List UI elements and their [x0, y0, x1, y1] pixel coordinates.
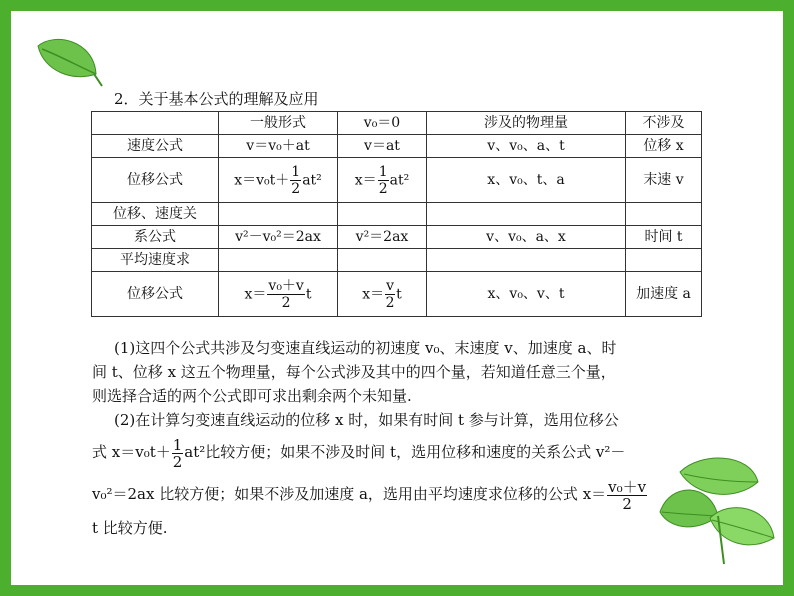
table-cell: v＝v₀＋at [219, 135, 338, 158]
fraction-denominator: 2 [172, 452, 183, 471]
formula-text: x＝ [362, 286, 385, 302]
table-header-row [92, 112, 702, 135]
row-label: 位移公式 [92, 272, 219, 317]
paragraph-1 [92, 336, 616, 408]
table-cell: x、v₀、v、t [427, 272, 626, 317]
table-cell [219, 203, 338, 226]
formula-text: 式 x＝v₀t＋ [92, 443, 171, 461]
table-cell: v、v₀、a、t [427, 135, 626, 158]
text-line [92, 472, 648, 516]
fraction-denominator: 2 [281, 294, 291, 311]
text-line: 则选择合适的两个公式即可求出剩余两个未知量. [92, 387, 412, 405]
row-label: 平均速度求 [92, 249, 219, 272]
fraction [385, 278, 395, 311]
fraction-denominator: 2 [291, 180, 301, 197]
table-cell [427, 203, 626, 226]
table-cell [219, 249, 338, 272]
fraction [172, 437, 184, 470]
fraction-numerator: v [386, 277, 395, 294]
fraction-denominator: 2 [378, 180, 388, 197]
fraction-numerator: v₀＋v [608, 477, 647, 496]
formula-text: at² [389, 172, 410, 188]
header-cell: v₀＝0 [338, 112, 427, 135]
header-cell: 不涉及 [626, 112, 702, 135]
formula-text: x＝v₀t＋ [234, 172, 290, 188]
leaves-cluster-icon [640, 452, 780, 572]
row-label: 位移、速度关 [92, 203, 219, 226]
table-cell: 加速度 a [626, 272, 702, 317]
table-cell: v＝at [338, 135, 427, 158]
table-cell: v²＝2ax [338, 226, 427, 249]
row-label: 系公式 [92, 226, 219, 249]
table-cell [338, 249, 427, 272]
row-label: 速度公式 [92, 135, 219, 158]
fraction-numerator: 1 [291, 163, 301, 180]
table-cell [427, 249, 626, 272]
formula-text: x＝ [354, 172, 377, 188]
header-cell: 一般形式 [219, 112, 338, 135]
fraction-numerator: v₀＋v [268, 277, 304, 294]
text-line: t 比较方便. [92, 519, 168, 537]
table-cell [338, 158, 427, 203]
fraction-numerator: 1 [378, 163, 388, 180]
text-line: (1)这四个公式共涉及匀变速直线运动的初速度 v₀、末速度 v、加速度 a、时 [114, 339, 617, 357]
table-cell [338, 272, 427, 317]
section-heading: 2．关于基本公式的理解及应用 [114, 90, 319, 108]
leaf-icon [34, 36, 104, 90]
table-cell: v²－v₀²＝2ax [219, 226, 338, 249]
fraction [378, 164, 389, 197]
table-cell [219, 272, 338, 317]
formula-text: t [305, 286, 312, 302]
text-line: (2)在计算匀变速直线运动的位移 x 时，如果有时间 t 参与计算，选用位移公 [114, 411, 619, 429]
table-cell [219, 158, 338, 203]
fraction-denominator: 2 [622, 494, 632, 513]
table-cell [626, 203, 702, 226]
table-cell: 末速 v [626, 158, 702, 203]
table-cell: v、v₀、a、x [427, 226, 626, 249]
formula-text: v₀²＝2ax 比较方便；如果不涉及加速度 a，选用由平均速度求位移的公式 x＝ [92, 485, 607, 503]
table-row [92, 203, 702, 226]
table-cell: x、v₀、t、a [427, 158, 626, 203]
table-cell [626, 249, 702, 272]
text-line [92, 432, 648, 472]
table-row [92, 135, 702, 158]
formula-text: t [396, 286, 402, 302]
table-row [92, 158, 702, 203]
fraction-denominator: 2 [385, 294, 395, 311]
table-row [92, 226, 702, 249]
formula-text: at² [302, 172, 322, 188]
table-cell: 位移 x [626, 135, 702, 158]
header-cell [92, 112, 219, 135]
fraction [607, 479, 647, 512]
formula-table [91, 111, 702, 317]
fraction [267, 278, 304, 311]
text-line: 间 t、位移 x 这五个物理量，每个公式涉及其中的四个量，若知道任意三个量， [92, 363, 616, 381]
table-cell: 时间 t [626, 226, 702, 249]
fraction-numerator: 1 [172, 435, 183, 454]
header-cell: 涉及的物理量 [427, 112, 626, 135]
table-row [92, 249, 702, 272]
table-cell [338, 203, 427, 226]
formula-text: x＝ [244, 286, 267, 302]
paragraph-2 [92, 408, 648, 540]
fraction [290, 164, 301, 197]
formula-text: at²比较方便；如果不涉及时间 t，选用位移和速度的关系公式 v²－ [184, 443, 626, 461]
row-label: 位移公式 [92, 158, 219, 203]
table-row [92, 272, 702, 317]
